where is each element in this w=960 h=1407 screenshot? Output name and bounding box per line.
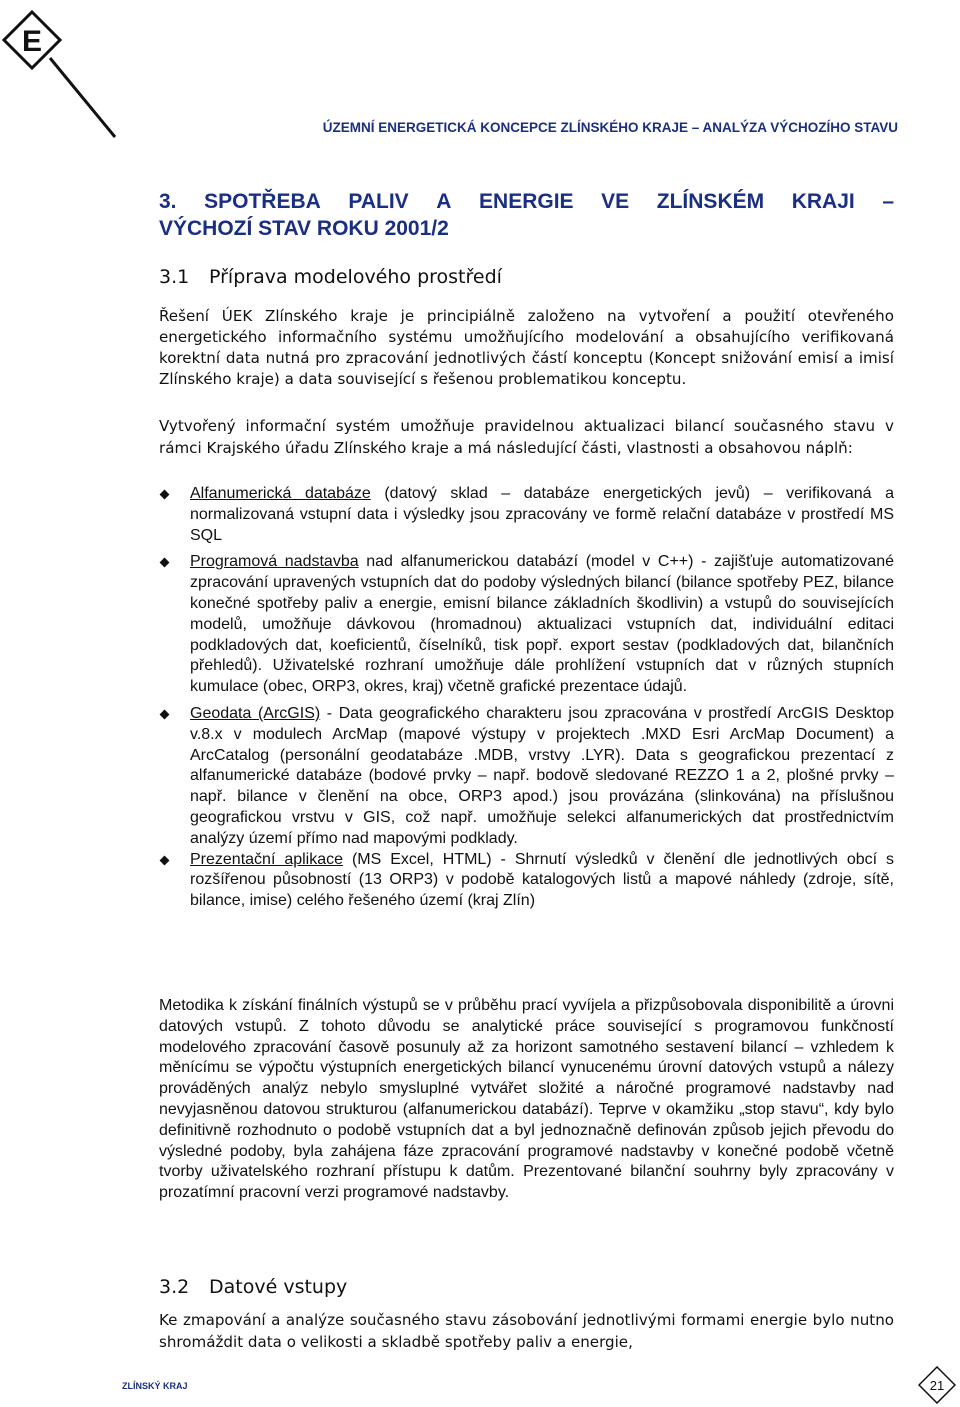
section-number: 3.1	[159, 266, 190, 288]
list-item	[159, 704, 894, 850]
feature-list	[159, 484, 894, 912]
paragraph: Metodika k získání finálních výstupů se v průběhu prací vyvíjela a přizpůsobovala disponibilitě a úrovni datových vstupů. Z tohoto důvodu se analytické práce související s programovou funkčností modelového zpracování časově posunuly až za horizont samotného sestavení bilancí – vzhledem k měnícímu se výpočtu výstupních energetických bilancí vynucenému úrovní datových vstupů a nálezy prováděných analýz nebylo smysluplné vytvářet složité a náročné programové nadstavby nad nevyjasněnou datovou strukturou (alfanumerickou databází). Teprve v okamžiku „stop stavu“, kdy bylo definitivně rozhodnuto o podobě vstupních dat a byl jednoznačně definován způsob jejich převodu do výsledné podoby, byla zahájena fáze zpracování programové nadstavby v konečné podobě včetně tvorby uživatelského rozhraní přístupu k datům. Prezentované bilanční souhrny byly zpracovány v prozatímní pracovní verzi programové nadstavby.	[159, 997, 894, 1202]
document-header: ÚZEMNÍ ENERGETICKÁ KONCEPCE ZLÍNSKÉHO KRAJE – ANALÝZA VÝCHOZÍHO STAVU	[322, 120, 898, 135]
list-item-text: (MS Excel, HTML) - Shrnutí výsledků v členění dle jednotlivých obcí s rozšířenou působností (13 ORP3) v podobě katalogových listů a mapové náhledy (zdroje, sítě, bilance, imise) celého řešeného území (kraj Zlín)	[190, 850, 895, 910]
list-item-text: (datový sklad – databáze energetických jevů) – verifikovaná a normalizovaná vstupní data i výsledky jsou zpracovány ve formě relační databáze v prostředí MS SQL	[190, 485, 894, 544]
energy-logo	[0, 0, 120, 140]
chapter-heading-word: –	[882, 190, 894, 213]
chapter-heading-word: ZLÍNSKÉM	[656, 190, 765, 213]
diamond-bullet-icon	[160, 558, 170, 568]
list-item-text: - Data geografického charakteru jsou zpracována v prostředí ArcGIS Desktop v.8.x v modulech ArcMap (mapové výstupy v projektech .MXD Esri ArcMap Document) a ArcCatalog (personální geodatabáze .MDB, vrstvy .LYR). Data s geografickou prezentací z alfanumerické databáze (bodové prvky – např. bodově sledované REZZO 1 a 2, plošné prvky – např. bilance v členění na obce, ORP3 apod.) jsou provázána (slinkována) na příslušnou geografickou vrstvu v GIS, což např. umožňuje selekci alfanumerických dat prostřednictvím analýzy území přímo nad mapovými podklady.	[190, 704, 894, 847]
diamond-bullet-icon	[160, 855, 170, 865]
section-title: Příprava modelového prostředí	[209, 266, 502, 288]
chapter-heading-word: ENERGIE	[479, 190, 574, 213]
chapter-heading-word: SPOTŘEBA	[204, 190, 321, 213]
section-heading-3-2	[159, 1276, 347, 1298]
list-item-term: Prezentační aplikace	[190, 850, 344, 868]
chapter-heading-word: KRAJI	[791, 190, 855, 213]
chapter-heading-word: PALIV	[348, 190, 409, 213]
logo-letter: E	[21, 25, 43, 58]
diamond-bullet-icon	[160, 490, 170, 500]
chapter-heading	[159, 188, 894, 242]
paragraph: Ke zmapování a analýze současného stavu zásobování jednotlivými formami energie bylo nutno shromáždit data o velikosti a skladbě spotřeby paliv a energie,	[159, 1311, 894, 1351]
section-title: Datové vstupy	[209, 1276, 348, 1298]
section-heading-3-1	[159, 266, 502, 288]
list-item	[159, 484, 894, 546]
list-item-term: Alfanumerická databáze	[190, 485, 371, 502]
list-item-text: nad alfanumerickou databází (model v C++) - zajišťuje automatizované zpracování upravených vstupních dat do podoby výsledných bilancí (bilance spotřeby PEZ, bilance konečné spotřeby paliv a energie, emisní bilance základních škodlivin) a vstupů do souvisejících modelů, umožňuje dávkovou (hromadnou) aktualizaci vstupních dat, individuální editaci podkladových dat, koeficientů, číselníků, tisk popř. export sestav (podkladových dat, bilančních přehledů). Uživatelské rozhraní umožňuje dále prohlížení vstupních dat v různých stupních kumulace (obec, ORP3, okres, kraj) včetně grafické prezentace údajů.	[190, 553, 894, 696]
section-number: 3.2	[159, 1276, 190, 1298]
diamond-bullet-icon	[160, 710, 170, 720]
list-item	[159, 552, 894, 698]
chapter-heading-word: VE	[601, 190, 630, 213]
chapter-heading-word: 3.	[159, 190, 177, 213]
chapter-heading-line1	[159, 188, 894, 215]
list-item-term: Programová nadstavba	[190, 553, 359, 571]
footer-region-label: ZLÍNSKÝ KRAJ	[122, 1381, 188, 1391]
chapter-heading-line2: VÝCHOZÍ STAV ROKU 2001/2	[159, 217, 449, 240]
paragraph: Vytvořený informační systém umožňuje pravidelnou aktualizaci bilancí současného stavu v rámci Krajského úřadu Zlínského kraje a má následující části, vlastnosti a obsahovou náplň:	[159, 417, 894, 457]
chapter-heading-word: A	[436, 190, 452, 213]
page-number: 21	[929, 1377, 945, 1393]
list-item-term: Geodata (ArcGIS)	[190, 704, 321, 722]
list-item	[159, 850, 894, 912]
paragraph: Řešení ÚEK Zlínského kraje je principiálně založeno na vytvoření a použití otevřeného energetického informačního systému umožňujícího modelování a obsahujícího verifikovaná korektní data nutná pro zpracování jednotlivých částí konceptu (Koncept snižování emisí a imisí Zlínského kraje) a data související s řešenou problematikou konceptu.	[159, 307, 894, 388]
